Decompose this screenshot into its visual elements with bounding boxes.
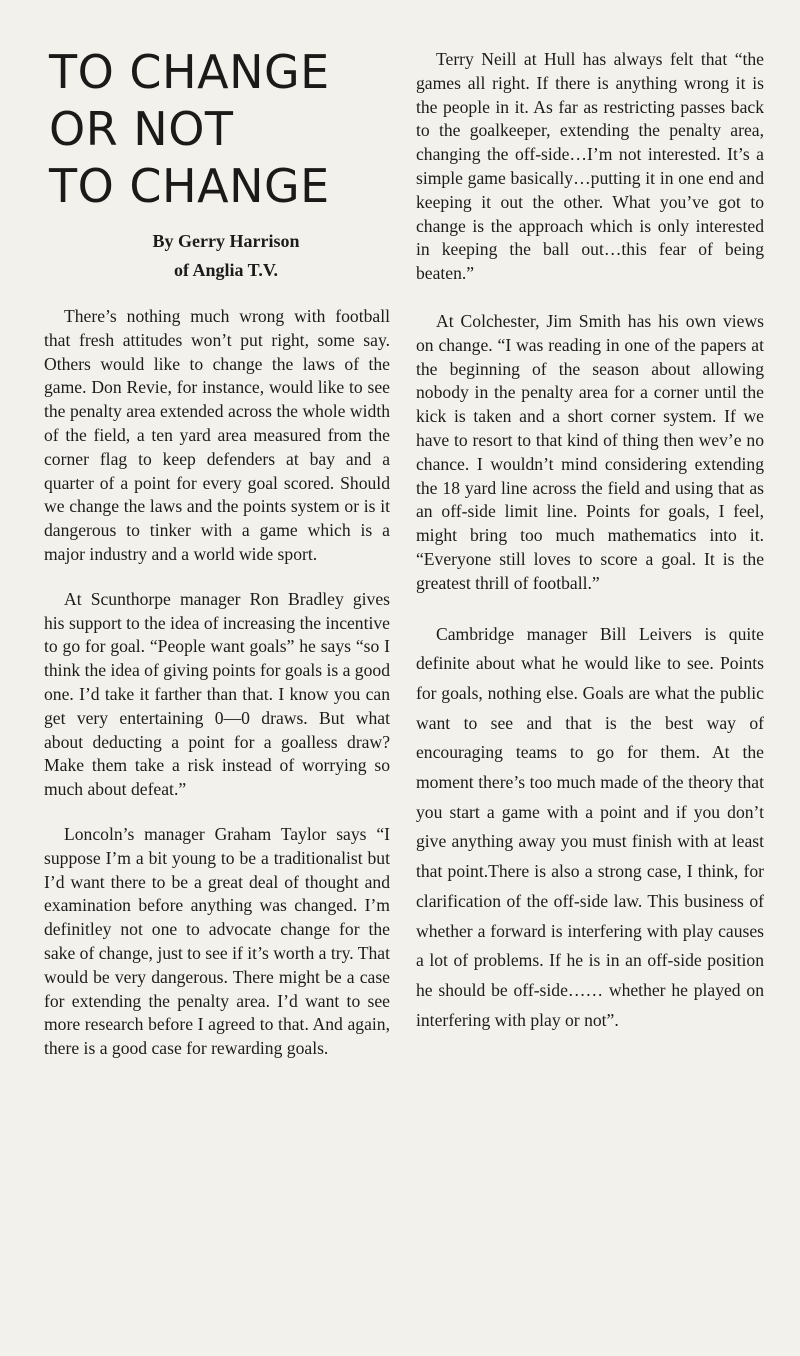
headline-line-1: TO CHANGE <box>49 45 330 99</box>
byline-author: By Gerry Harrison <box>152 231 300 251</box>
headline-line-3: TO CHANGE <box>49 159 330 213</box>
right-column <box>416 0 764 1035</box>
byline <box>62 227 390 285</box>
article-paragraph: At Scunthorpe manager Ron Bradley gives his support to the idea of increasing the incentive to go for goal. “People want goals” he says “so I think the idea of giving points for goals is a good one. I’d take it farther than that. I know you can get very entertaining 0—0 draws. But what about deducting a point for a goalless draw? Make them take a risk instead of worrying so much about defeat.” <box>44 588 390 800</box>
article-paragraph: Terry Neill at Hull has always felt that “the games all right. If there is anything wrong it is the people in it. As far as restricting passes back to the goalkeeper, extending the penalty area, changing the off-side…I’m not interested. It’s a simple game basically…putting it in one end and keeping it out the other. What you’ve got to change is the approach which is only interested in keeping the ball out…this fear of being beaten.” <box>416 49 764 284</box>
headline-line-2: OR NOT <box>49 102 234 156</box>
article-paragraph: At Colchester, Jim Smith has his own views on change. “I was reading in one of the papers at the beginning of the season about allowing nobody in the penalty area for a corner until the kick is taken and a short corner system. If we have to resort to that kind of thing then wev’e no chance. I wouldn’t mind considering extending the 18 yard line across the field and using that as an off-side limit line. Points for goals, I feel, might bring too much mathematics into it. “Everyone still loves to score a goal. It is the greatest thrill of football.” <box>416 310 764 593</box>
byline-affiliation: of Anglia T.V. <box>173 260 279 280</box>
left-column <box>44 0 390 1061</box>
article-paragraph: Loncoln’s manager Graham Taylor says “I suppose I’m a bit young to be a traditionalist but I’d want there to be a great deal of thought and examination before anything was changed. I’m definitley not one to advocate change for the sake of change, just to see if it’s worth a try. That would be very dangerous. There might be a case for extending the penalty area. I’d want to see more research before I agreed to that. And again, there is a good case for rewarding goals. <box>44 823 390 1059</box>
article-paragraph: Cambridge manager Bill Leivers is quite definite about what he would like to see. Points for goals, nothing else. Goals are what the public want to see and that is the best way of encouraging teams to go for them. At the moment there’s too much made of the theory that you start a game with a point and if you don’t give anything away you must finish with at least that point.There is also a strong case, I think, for clarification of the off-side law. This business of whether a forward is interfering with play causes a lot of problems. If he is in an off-side position he should be off-side…… whether he played on interfering with play or not”. <box>416 623 764 1030</box>
headline <box>49 44 390 215</box>
article-paragraph: There’s nothing much wrong with football that fresh attitudes won’t put right, some say. Others would like to change the laws of the game. Don Revie, for instance, would like to see the penalty area extended across the whole width of the field, a ten yard area measured from the corner flag to keep defenders at bay and a quarter of a point for every goal scored. Should we change the laws and the points system or is it dangerous to tinker with a game which is a major industry and a world wide sport. <box>44 306 390 564</box>
